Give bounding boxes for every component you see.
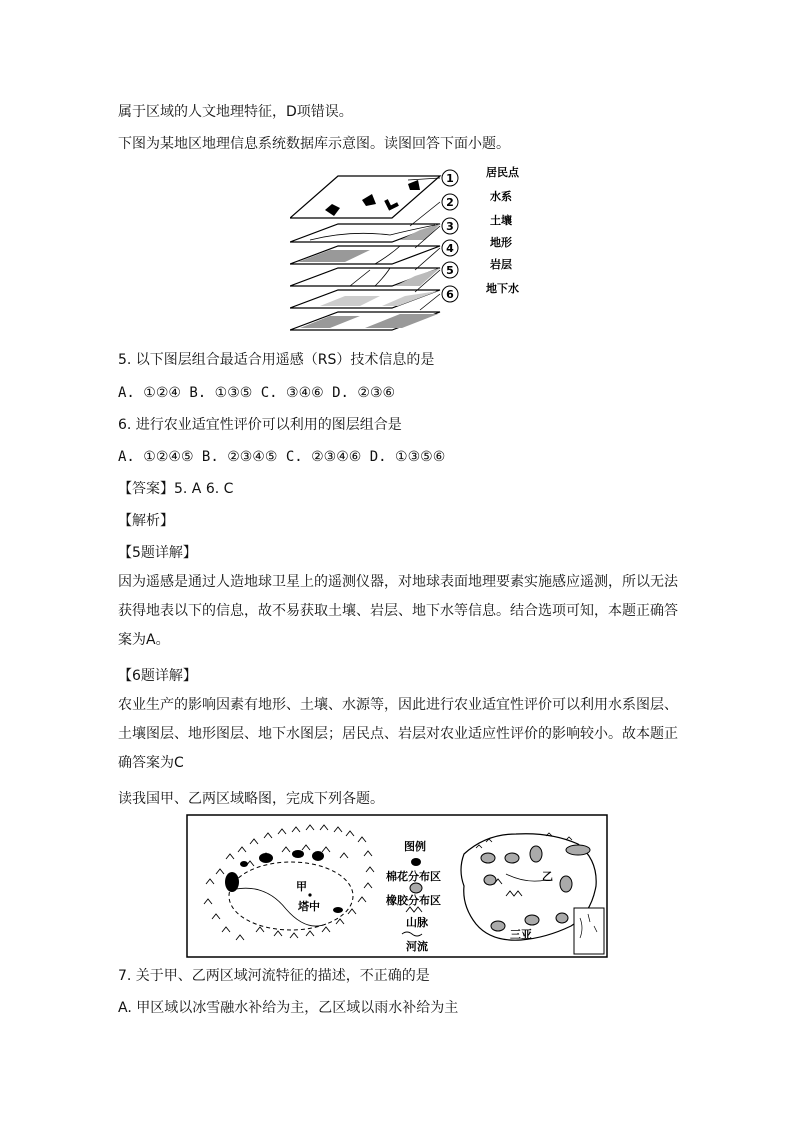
question-5: 5. 以下图层组合最适合用遥感（RS）技术信息的是: [118, 352, 435, 368]
layer-num-5: 5: [446, 264, 454, 277]
region-sketch-map: [186, 814, 608, 958]
legend-cotton: 棉花分布区: [386, 870, 441, 883]
question-5-options: A. ①②④ B. ①③⑤ C. ③④⑥ D. ②③⑥: [118, 385, 396, 401]
question-7: 7. 关于甲、乙两区域河流特征的描述，不正确的是: [118, 968, 430, 984]
layer-num-6: 6: [446, 288, 454, 301]
detail-6-text: 农业生产的影响因素有地形、土壤、水源等，因此进行农业适宜性评价可以利用水系图层、土壤图层、地形图层、地下水图层；居民点、岩层对农业适应性评价的影响较小。故本题正确答案为C: [118, 697, 678, 771]
map-label-jia: 甲: [296, 880, 307, 893]
analysis-heading: 【解析】: [118, 513, 174, 529]
map-label-yi: 乙: [542, 870, 553, 883]
layer-label-5: 岩层: [490, 258, 512, 271]
gis-layer-diagram: [290, 160, 530, 342]
answer-line: 【答案】5. A 6. C: [118, 481, 234, 497]
layer-num-1: 1: [446, 172, 454, 185]
layer-num-2: 2: [446, 196, 454, 209]
legend-title: 图例: [404, 840, 426, 853]
text-line-2: 下图为某地区地理信息系统数据库示意图。读图回答下面小题。: [118, 136, 510, 152]
layer-num-3: 3: [446, 220, 454, 233]
layer-label-2: 水系: [490, 190, 512, 203]
question-6-options: A. ①②④⑤ B. ②③④⑤ C. ②③④⑥ D. ①③⑤⑥: [118, 449, 446, 465]
legend-mountain: 山脉: [406, 916, 428, 929]
detail-5-text: 因为遥感是通过人造地球卫星上的遥测仪器，对地球表面地理要素实施感应遥测，所以无法获得地表以下的信息，故不易获取土壤、岩层、地下水等信息。结合选项可知，本题正确答案为A。: [118, 574, 678, 648]
legend-cotton-swatch: [411, 858, 421, 866]
text-line-1: 属于区域的人文地理特征，D项错误。: [118, 104, 353, 120]
legend-rubber: 橡胶分布区: [386, 894, 441, 907]
map-intro: 读我国甲、乙两区域略图，完成下列各题。: [118, 791, 384, 807]
map-label-tazhong: 塔中: [298, 900, 320, 913]
layer-label-1: 居民点: [486, 166, 519, 179]
layer-label-6: 地下水: [486, 282, 519, 295]
question-7-option-a: A. 甲区域以冰雪融水补给为主，乙区域以雨水补给为主: [118, 1000, 459, 1016]
question-6: 6. 进行农业适宜性评价可以利用的图层组合是: [118, 417, 402, 433]
detail-5-heading: 【5题详解】: [118, 545, 197, 561]
legend-river: 河流: [406, 940, 428, 953]
legend-rubber-swatch: [410, 883, 422, 893]
detail-6-heading: 【6题详解】: [118, 668, 197, 684]
layer-label-4: 地形: [490, 236, 512, 249]
layer-label-3: 土壤: [490, 214, 512, 227]
map-label-sanya: 三亚: [510, 928, 532, 941]
layer-num-4: 4: [446, 242, 454, 255]
